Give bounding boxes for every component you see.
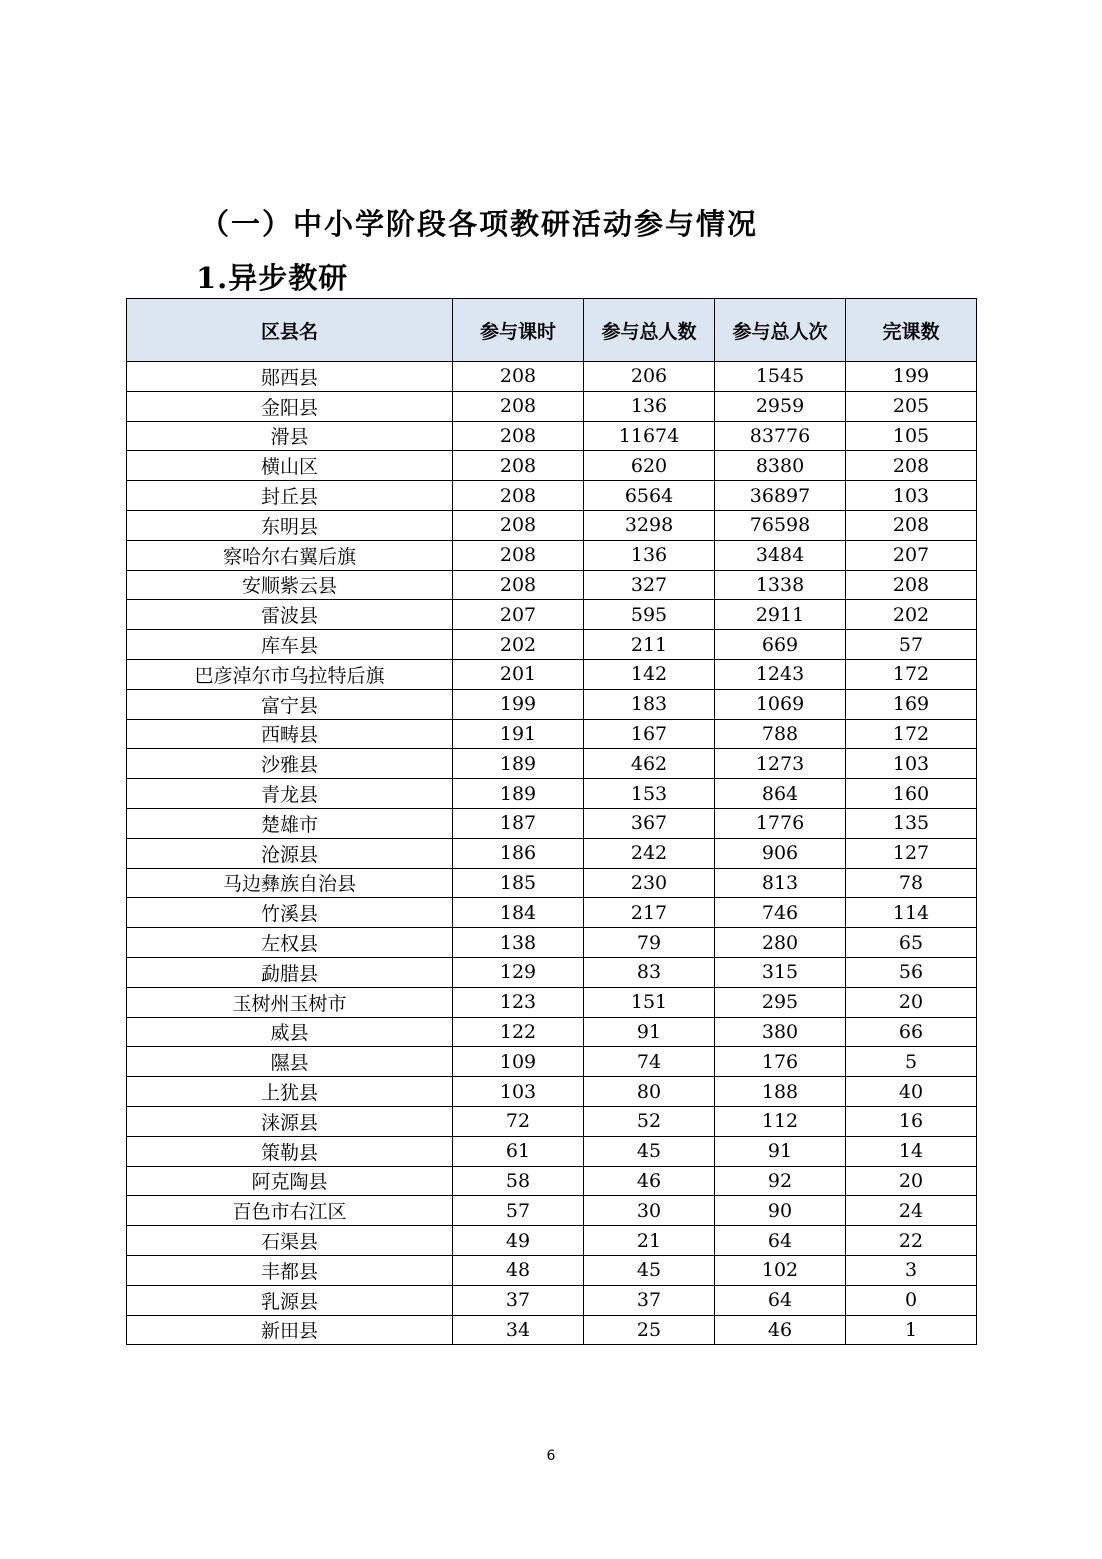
cell-class-hours: 208 bbox=[453, 540, 584, 570]
cell-county: 沧源县 bbox=[127, 838, 453, 868]
cell-county: 乳源县 bbox=[127, 1285, 453, 1315]
cell-completed-classes: 16 bbox=[846, 1106, 977, 1136]
table-row bbox=[127, 600, 977, 630]
cell-county: 安顺紫云县 bbox=[127, 570, 453, 600]
cell-completed-classes: 66 bbox=[846, 1017, 977, 1047]
cell-class-hours: 122 bbox=[453, 1017, 584, 1047]
sub-title: 1.异步教研 bbox=[196, 261, 349, 295]
table-row bbox=[127, 808, 977, 838]
cell-county: 楚雄市 bbox=[127, 808, 453, 838]
cell-total-visits: 906 bbox=[715, 838, 846, 868]
table-row bbox=[127, 749, 977, 779]
cell-class-hours: 185 bbox=[453, 868, 584, 898]
cell-total-participants: 3298 bbox=[584, 510, 715, 540]
cell-total-visits: 1338 bbox=[715, 570, 846, 600]
cell-county: 马边彝族自治县 bbox=[127, 868, 453, 898]
cell-total-participants: 620 bbox=[584, 451, 715, 481]
cell-completed-classes: 40 bbox=[846, 1077, 977, 1107]
cell-total-visits: 36897 bbox=[715, 481, 846, 511]
cell-total-participants: 367 bbox=[584, 808, 715, 838]
cell-class-hours: 187 bbox=[453, 808, 584, 838]
header-total-participants: 参与总人数 bbox=[584, 299, 715, 362]
cell-class-hours: 202 bbox=[453, 630, 584, 660]
table-row bbox=[127, 630, 977, 660]
cell-total-participants: 211 bbox=[584, 630, 715, 660]
cell-total-visits: 813 bbox=[715, 868, 846, 898]
table-header bbox=[127, 299, 977, 362]
cell-total-participants: 91 bbox=[584, 1017, 715, 1047]
table-row bbox=[127, 987, 977, 1017]
cell-county: 沙雅县 bbox=[127, 749, 453, 779]
table-row bbox=[127, 928, 977, 958]
cell-total-visits: 83776 bbox=[715, 421, 846, 451]
header-completed-classes: 完课数 bbox=[846, 299, 977, 362]
cell-county: 金阳县 bbox=[127, 391, 453, 421]
cell-county: 竹溪县 bbox=[127, 898, 453, 928]
table-row bbox=[127, 1315, 977, 1345]
cell-completed-classes: 1 bbox=[846, 1315, 977, 1345]
cell-total-participants: 167 bbox=[584, 719, 715, 749]
cell-total-visits: 669 bbox=[715, 630, 846, 660]
cell-completed-classes: 103 bbox=[846, 481, 977, 511]
cell-total-participants: 595 bbox=[584, 600, 715, 630]
cell-completed-classes: 172 bbox=[846, 719, 977, 749]
cell-completed-classes: 208 bbox=[846, 570, 977, 600]
cell-class-hours: 109 bbox=[453, 1047, 584, 1077]
cell-completed-classes: 202 bbox=[846, 600, 977, 630]
table-row bbox=[127, 1136, 977, 1166]
table-header-row bbox=[127, 299, 977, 362]
cell-class-hours: 37 bbox=[453, 1285, 584, 1315]
cell-total-visits: 92 bbox=[715, 1166, 846, 1196]
cell-completed-classes: 24 bbox=[846, 1196, 977, 1226]
cell-class-hours: 208 bbox=[453, 510, 584, 540]
table-row bbox=[127, 510, 977, 540]
cell-total-visits: 1273 bbox=[715, 749, 846, 779]
cell-completed-classes: 172 bbox=[846, 659, 977, 689]
cell-total-participants: 6564 bbox=[584, 481, 715, 511]
cell-total-visits: 3484 bbox=[715, 540, 846, 570]
cell-county: 隰县 bbox=[127, 1047, 453, 1077]
cell-class-hours: 184 bbox=[453, 898, 584, 928]
table-row bbox=[127, 540, 977, 570]
cell-completed-classes: 78 bbox=[846, 868, 977, 898]
cell-class-hours: 49 bbox=[453, 1226, 584, 1256]
cell-county: 青龙县 bbox=[127, 779, 453, 809]
cell-class-hours: 48 bbox=[453, 1255, 584, 1285]
cell-class-hours: 208 bbox=[453, 421, 584, 451]
cell-county: 涞源县 bbox=[127, 1106, 453, 1136]
cell-total-visits: 1243 bbox=[715, 659, 846, 689]
section-title: （一）中小学阶段各项教研活动参与情况 bbox=[200, 207, 759, 241]
cell-total-participants: 74 bbox=[584, 1047, 715, 1077]
cell-total-visits: 864 bbox=[715, 779, 846, 809]
cell-total-participants: 46 bbox=[584, 1166, 715, 1196]
cell-class-hours: 199 bbox=[453, 689, 584, 719]
cell-county: 察哈尔右翼后旗 bbox=[127, 540, 453, 570]
cell-total-visits: 188 bbox=[715, 1077, 846, 1107]
cell-total-participants: 242 bbox=[584, 838, 715, 868]
cell-county: 石渠县 bbox=[127, 1226, 453, 1256]
table-row bbox=[127, 1077, 977, 1107]
cell-total-visits: 295 bbox=[715, 987, 846, 1017]
cell-completed-classes: 114 bbox=[846, 898, 977, 928]
cell-total-participants: 25 bbox=[584, 1315, 715, 1345]
table-row bbox=[127, 570, 977, 600]
cell-total-participants: 30 bbox=[584, 1196, 715, 1226]
cell-class-hours: 208 bbox=[453, 481, 584, 511]
cell-class-hours: 207 bbox=[453, 600, 584, 630]
cell-completed-classes: 103 bbox=[846, 749, 977, 779]
cell-county: 玉树州玉树市 bbox=[127, 987, 453, 1017]
cell-completed-classes: 208 bbox=[846, 510, 977, 540]
table-row bbox=[127, 779, 977, 809]
cell-total-visits: 1545 bbox=[715, 362, 846, 392]
cell-county: 百色市右江区 bbox=[127, 1196, 453, 1226]
cell-total-participants: 52 bbox=[584, 1106, 715, 1136]
table-row bbox=[127, 898, 977, 928]
cell-class-hours: 34 bbox=[453, 1315, 584, 1345]
cell-county: 丰都县 bbox=[127, 1255, 453, 1285]
table-row bbox=[127, 451, 977, 481]
table-row bbox=[127, 1106, 977, 1136]
table-row bbox=[127, 1285, 977, 1315]
cell-completed-classes: 3 bbox=[846, 1255, 977, 1285]
cell-total-participants: 79 bbox=[584, 928, 715, 958]
table-row bbox=[127, 1166, 977, 1196]
table-row bbox=[127, 421, 977, 451]
table-body bbox=[127, 362, 977, 1345]
cell-county: 雷波县 bbox=[127, 600, 453, 630]
cell-completed-classes: 135 bbox=[846, 808, 977, 838]
cell-county: 郧西县 bbox=[127, 362, 453, 392]
cell-county: 库车县 bbox=[127, 630, 453, 660]
cell-total-participants: 327 bbox=[584, 570, 715, 600]
cell-class-hours: 189 bbox=[453, 749, 584, 779]
cell-total-visits: 112 bbox=[715, 1106, 846, 1136]
cell-total-visits: 380 bbox=[715, 1017, 846, 1047]
cell-class-hours: 208 bbox=[453, 362, 584, 392]
table-row bbox=[127, 481, 977, 511]
cell-completed-classes: 208 bbox=[846, 451, 977, 481]
cell-county: 上犹县 bbox=[127, 1077, 453, 1107]
cell-completed-classes: 57 bbox=[846, 630, 977, 660]
cell-total-visits: 64 bbox=[715, 1226, 846, 1256]
cell-county: 西畴县 bbox=[127, 719, 453, 749]
cell-completed-classes: 199 bbox=[846, 362, 977, 392]
cell-total-participants: 217 bbox=[584, 898, 715, 928]
cell-class-hours: 189 bbox=[453, 779, 584, 809]
table-row bbox=[127, 1255, 977, 1285]
cell-total-visits: 2959 bbox=[715, 391, 846, 421]
cell-completed-classes: 14 bbox=[846, 1136, 977, 1166]
header-class-hours: 参与课时 bbox=[453, 299, 584, 362]
cell-total-visits: 315 bbox=[715, 957, 846, 987]
table-row bbox=[127, 838, 977, 868]
table-row bbox=[127, 391, 977, 421]
cell-class-hours: 57 bbox=[453, 1196, 584, 1226]
table-row bbox=[127, 1196, 977, 1226]
cell-total-participants: 37 bbox=[584, 1285, 715, 1315]
cell-total-visits: 90 bbox=[715, 1196, 846, 1226]
header-county: 区县名 bbox=[127, 299, 453, 362]
cell-total-visits: 1776 bbox=[715, 808, 846, 838]
cell-total-visits: 746 bbox=[715, 898, 846, 928]
cell-county: 勐腊县 bbox=[127, 957, 453, 987]
cell-class-hours: 103 bbox=[453, 1077, 584, 1107]
table-row bbox=[127, 868, 977, 898]
table-row bbox=[127, 957, 977, 987]
cell-total-participants: 136 bbox=[584, 391, 715, 421]
cell-class-hours: 191 bbox=[453, 719, 584, 749]
cell-total-participants: 83 bbox=[584, 957, 715, 987]
cell-county: 滑县 bbox=[127, 421, 453, 451]
cell-county: 横山区 bbox=[127, 451, 453, 481]
cell-total-participants: 136 bbox=[584, 540, 715, 570]
cell-class-hours: 129 bbox=[453, 957, 584, 987]
cell-total-participants: 45 bbox=[584, 1136, 715, 1166]
table-row bbox=[127, 362, 977, 392]
table-row bbox=[127, 1047, 977, 1077]
cell-completed-classes: 20 bbox=[846, 1166, 977, 1196]
cell-total-visits: 76598 bbox=[715, 510, 846, 540]
cell-class-hours: 61 bbox=[453, 1136, 584, 1166]
table-row bbox=[127, 719, 977, 749]
table-row bbox=[127, 659, 977, 689]
cell-completed-classes: 22 bbox=[846, 1226, 977, 1256]
cell-county: 富宁县 bbox=[127, 689, 453, 719]
cell-county: 封丘县 bbox=[127, 481, 453, 511]
cell-total-visits: 2911 bbox=[715, 600, 846, 630]
cell-class-hours: 208 bbox=[453, 451, 584, 481]
cell-county: 阿克陶县 bbox=[127, 1166, 453, 1196]
cell-class-hours: 208 bbox=[453, 391, 584, 421]
cell-completed-classes: 5 bbox=[846, 1047, 977, 1077]
cell-class-hours: 58 bbox=[453, 1166, 584, 1196]
cell-county: 左权县 bbox=[127, 928, 453, 958]
cell-class-hours: 208 bbox=[453, 570, 584, 600]
cell-total-participants: 153 bbox=[584, 779, 715, 809]
cell-class-hours: 72 bbox=[453, 1106, 584, 1136]
cell-county: 新田县 bbox=[127, 1315, 453, 1345]
cell-total-visits: 8380 bbox=[715, 451, 846, 481]
cell-total-participants: 230 bbox=[584, 868, 715, 898]
participation-table bbox=[126, 298, 977, 1345]
cell-completed-classes: 20 bbox=[846, 987, 977, 1017]
cell-completed-classes: 0 bbox=[846, 1285, 977, 1315]
cell-class-hours: 123 bbox=[453, 987, 584, 1017]
cell-county: 巴彦淖尔市乌拉特后旗 bbox=[127, 659, 453, 689]
cell-total-visits: 46 bbox=[715, 1315, 846, 1345]
cell-total-participants: 462 bbox=[584, 749, 715, 779]
cell-completed-classes: 56 bbox=[846, 957, 977, 987]
cell-county: 策勒县 bbox=[127, 1136, 453, 1166]
cell-completed-classes: 127 bbox=[846, 838, 977, 868]
cell-total-visits: 91 bbox=[715, 1136, 846, 1166]
cell-total-participants: 142 bbox=[584, 659, 715, 689]
cell-completed-classes: 160 bbox=[846, 779, 977, 809]
table-row bbox=[127, 1226, 977, 1256]
page-number: 6 bbox=[546, 1448, 556, 1464]
cell-total-visits: 280 bbox=[715, 928, 846, 958]
table-row bbox=[127, 1017, 977, 1047]
cell-total-participants: 11674 bbox=[584, 421, 715, 451]
cell-total-participants: 151 bbox=[584, 987, 715, 1017]
cell-completed-classes: 207 bbox=[846, 540, 977, 570]
cell-total-participants: 206 bbox=[584, 362, 715, 392]
cell-class-hours: 201 bbox=[453, 659, 584, 689]
cell-total-visits: 1069 bbox=[715, 689, 846, 719]
header-total-visits: 参与总人次 bbox=[715, 299, 846, 362]
cell-completed-classes: 205 bbox=[846, 391, 977, 421]
cell-total-participants: 45 bbox=[584, 1255, 715, 1285]
cell-total-visits: 102 bbox=[715, 1255, 846, 1285]
cell-completed-classes: 65 bbox=[846, 928, 977, 958]
cell-total-visits: 788 bbox=[715, 719, 846, 749]
cell-county: 威县 bbox=[127, 1017, 453, 1047]
cell-total-visits: 176 bbox=[715, 1047, 846, 1077]
cell-total-participants: 21 bbox=[584, 1226, 715, 1256]
cell-county: 东明县 bbox=[127, 510, 453, 540]
cell-total-participants: 183 bbox=[584, 689, 715, 719]
cell-completed-classes: 105 bbox=[846, 421, 977, 451]
cell-total-visits: 64 bbox=[715, 1285, 846, 1315]
table-row bbox=[127, 689, 977, 719]
cell-completed-classes: 169 bbox=[846, 689, 977, 719]
cell-total-participants: 80 bbox=[584, 1077, 715, 1107]
cell-class-hours: 186 bbox=[453, 838, 584, 868]
cell-class-hours: 138 bbox=[453, 928, 584, 958]
